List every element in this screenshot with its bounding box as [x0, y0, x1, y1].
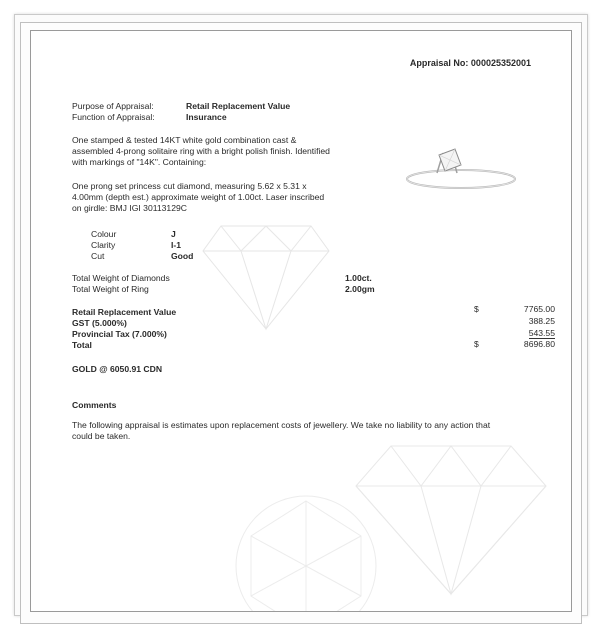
- round-diamond-watermark-icon: [231, 491, 381, 612]
- valuation-amount: [489, 328, 555, 339]
- appraisal-number: Appraisal No: 000025352001: [409, 58, 531, 68]
- gold-rate: GOLD @ 6050.91 CDN: [72, 364, 163, 374]
- valuation-currency: $: [474, 339, 479, 349]
- function-label: Function of Appraisal:: [72, 112, 155, 122]
- purpose-value: Retail Replacement Value: [186, 101, 291, 111]
- weight-value: 2.00gm: [345, 284, 375, 294]
- ring-image: [399, 143, 517, 195]
- item-description: One stamped & tested 14KT white gold combination cast & assembled 4-prong solitaire ring with a bright polish finish. Identified with markings of "14K". Containing:: [72, 135, 330, 167]
- valuation-total-amount: 8696.80: [523, 339, 555, 349]
- valuation-label: Retail Replacement Value: [72, 307, 177, 317]
- purpose-label: Purpose of Appraisal:: [72, 101, 154, 111]
- grading-value: Good: [171, 251, 194, 261]
- grading-value: I-1: [171, 240, 182, 250]
- appraisal-document: [30, 30, 572, 612]
- grading-value: J: [171, 229, 176, 239]
- diamond-description: One prong set princess cut diamond, measuring 5.62 x 5.31 x 4.00mm (depth est.) approximate weight of 1.00ct. Laser inscribed on girdle: BMJ IGI 30113129C: [72, 181, 325, 213]
- diamond-watermark-icon: [201, 221, 331, 331]
- grading-label: Cut: [91, 251, 105, 261]
- function-value: Insurance: [186, 112, 227, 122]
- valuation-amount-underlined: 543.55: [528, 328, 555, 338]
- valuation-label: GST (5.000%): [72, 318, 127, 328]
- weight-label: Total Weight of Ring: [72, 284, 149, 294]
- weight-label: Total Weight of Diamonds: [72, 273, 170, 283]
- valuation-currency: $: [474, 304, 479, 314]
- comments-heading: Comments: [72, 400, 117, 410]
- weight-value: 1.00ct.: [345, 273, 372, 283]
- valuation-total-label: Total: [72, 340, 92, 350]
- valuation-amount: 7765.00: [523, 304, 555, 314]
- grading-label: Clarity: [91, 240, 116, 250]
- valuation-label: Provincial Tax (7.000%): [72, 329, 167, 339]
- comments-text: The following appraisal is estimates upon replacement costs of jewellery. We take no liability to any action that could be taken.: [72, 420, 491, 441]
- valuation-amount: 388.25: [528, 316, 555, 326]
- diamond-watermark-large-icon: [351, 436, 551, 596]
- grading-label: Colour: [91, 229, 117, 239]
